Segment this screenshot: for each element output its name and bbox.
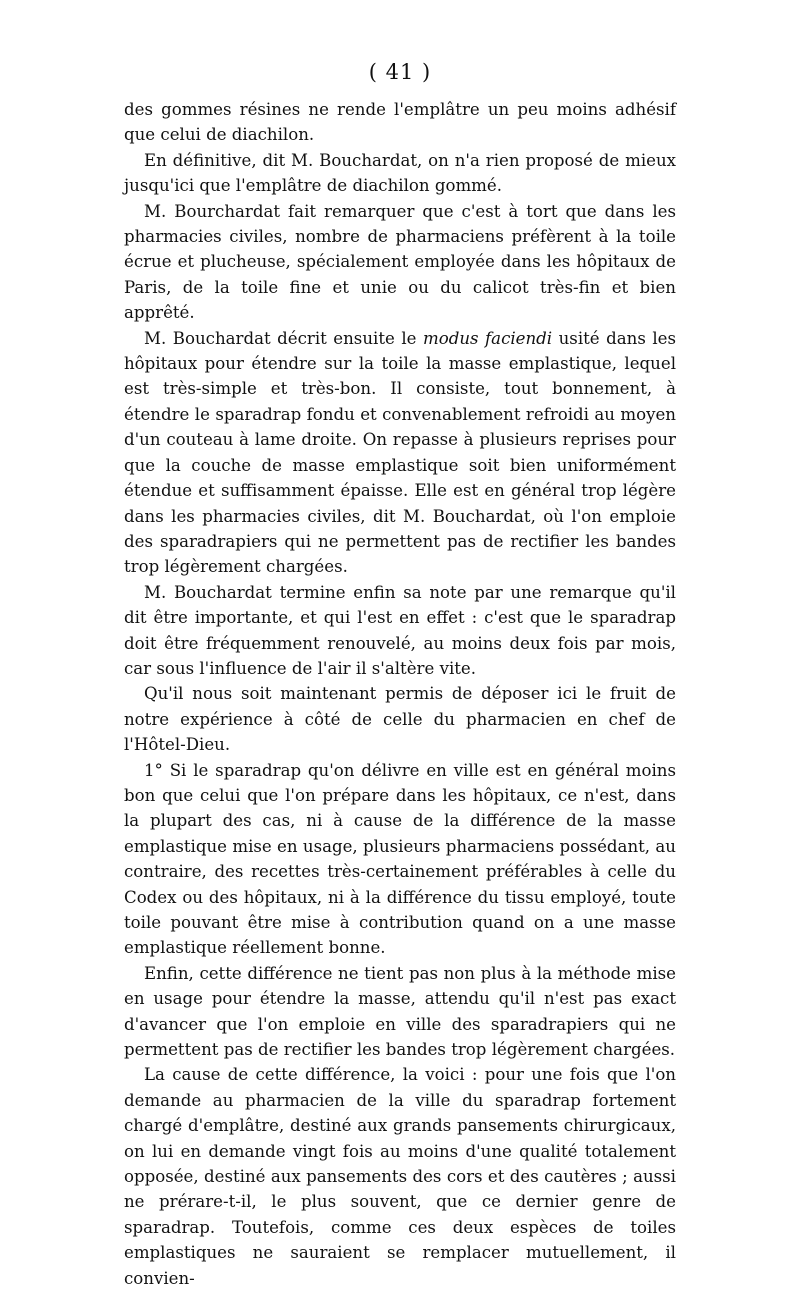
paragraph-1: des gommes résines ne rende l'emplâtre un peu moins adhésif que celui de diachilon. — [124, 100, 676, 145]
latin-phrase: modus faciendi — [422, 328, 553, 348]
paragraph-8: Enfin, cette différence ne tient pas non plus à la méthode mise en usage pour étendre la masse, attendu qu'il n'est pas exact d'avancer que l'on emploie en ville des sparadrapiers qui ne permettent pas de rectifier les bandes trop légèrement chargées. — [124, 963, 676, 1060]
paragraph-6: Qu'il nous soit maintenant permis de déposer ici le fruit de notre expérience à côté de celle du pharmacien en chef de l'Hôtel-Dieu. — [124, 684, 676, 755]
paragraph-4 — [124, 326, 676, 580]
page-number: ( 41 ) — [368, 60, 432, 84]
paragraph-7: 1° Si le sparadrap qu'on délivre en ville est en général moins bon que celui que l'on prépare dans les hôpitaux, ce n'est, dans la plupart des cas, ni à cause de la différence de la masse emplastique mise en usage, plusieurs pharmaciens possédant, au contraire, des recettes très-certainement préférables à celle du Codex ou des hôpitaux, ni à la différence du tissu employé, toute toile pouvant être mise à contribution quand on a une masse emplastique réellement bonne. — [124, 760, 676, 958]
paragraph-4-before: M. Bouchardat décrit ensuite le — [144, 328, 423, 348]
paragraph-9: La cause de cette différence, la voici : pour une fois que l'on demande au pharmacien de la ville du sparadrap fortement chargé d'emplâtre, destiné aux grands pansements chirurgicaux, on lui en demande vingt fois au moins d'une qualité totalement opposée, destiné aux pansements des cors et des cautères ; aussi ne prérare-t-il, le plus souvent, que ce dernier genre de sparadrap. Toutefois, comme ces deux espèces de toiles emplastiques ne sauraient se remplacer mutuellement, il convien- — [124, 1065, 676, 1288]
paragraph-4-after: usité dans les hôpitaux pour étendre sur la toile la masse emplastique, lequel est très-simple et très-bon. Il consiste, tout bonnement, à étendre le sparadrap fondu et convenablement refroidi au moyen d'un couteau à lame droite. On repasse à plusieurs reprises pour que la couche de masse emplastique soit bien uniformément étendue et suffisamment épaisse. Elle est en général trop légère dans les pharmacies civiles, dit M. Bouchardat, où l'on emploie des sparadrapiers qui ne permettent pas de rectifier les bandes trop légèrement chargées. — [124, 328, 677, 577]
body-text — [124, 97, 676, 1291]
paragraph-5: M. Bouchardat termine enfin sa note par une remarque qu'il dit être importante, et qui l'est en effet : c'est que le sparadrap doit être fréquemment renouvelé, au moins deux fois par mois, car sous l'influence de l'air il s'altère vite. — [124, 582, 676, 678]
paragraph-3: M. Bourchardat fait remarquer que c'est à tort que dans les pharmacies civiles, nombre de pharmaciens préfèrent à la toile écrue et plucheuse, spécialement employée dans les hôpitaux de Paris, de la toile fine et unie ou du calicot très-fin et bien apprêté. — [124, 201, 676, 323]
paragraph-2: En définitive, dit M. Bouchardat, on n'a rien proposé de mieux jusqu'ici que l'emplâtre de diachilon gommé. — [124, 150, 676, 196]
